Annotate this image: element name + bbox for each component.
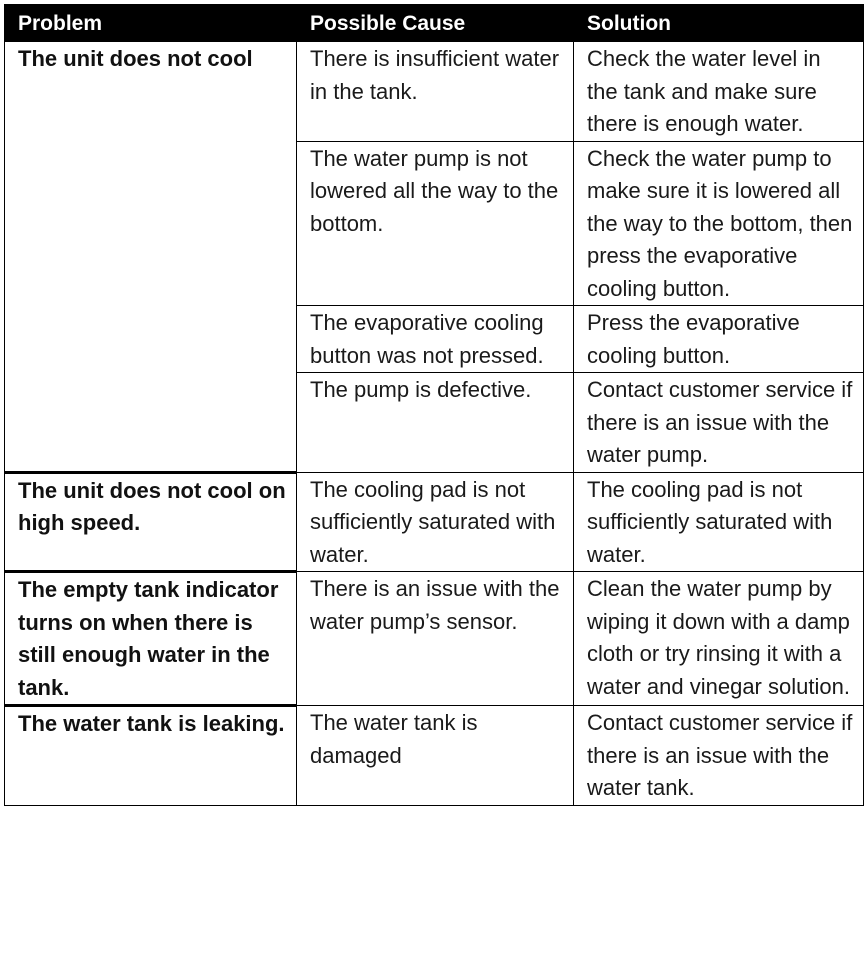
header-row — [5, 5, 864, 42]
table-row — [5, 472, 864, 572]
problem-cell: The unit does not cool — [5, 42, 297, 473]
problem-cell: The unit does not cool on high speed. — [5, 472, 297, 572]
header-possible-cause: Possible Cause — [297, 5, 574, 42]
cause-cell: The water tank is damaged — [297, 706, 574, 806]
header-solution: Solution — [574, 5, 864, 42]
problem-cell: The empty tank indicator turns on when there is still enough water in the tank. — [5, 572, 297, 706]
cause-cell: There is insufficient water in the tank. — [297, 42, 574, 142]
solution-cell: Check the water pump to make sure it is lowered all the way to the bottom, then press the evaporative cooling button. — [574, 141, 864, 306]
solution-cell: Press the evaporative cooling button. — [574, 306, 864, 373]
solution-cell: Contact customer service if there is an issue with the water pump. — [574, 373, 864, 473]
cause-cell: There is an issue with the water pump’s sensor. — [297, 572, 574, 706]
solution-cell: Clean the water pump by wiping it down with a damp cloth or try rinsing it with a water and vinegar solution. — [574, 572, 864, 706]
cause-cell: The evaporative cooling button was not pressed. — [297, 306, 574, 373]
table-row — [5, 42, 864, 142]
table-row — [5, 706, 864, 806]
problem-cell: The water tank is leaking. — [5, 706, 297, 806]
solution-cell: Check the water level in the tank and make sure there is enough water. — [574, 42, 864, 142]
troubleshooting-table — [4, 4, 864, 806]
header-problem: Problem — [5, 5, 297, 42]
solution-cell: Contact customer service if there is an issue with the water tank. — [574, 706, 864, 806]
cause-cell: The water pump is not lowered all the way to the bottom. — [297, 141, 574, 306]
table-row — [5, 572, 864, 706]
troubleshooting-table-wrapper — [4, 4, 863, 974]
cause-cell: The pump is defective. — [297, 373, 574, 473]
cause-cell: The cooling pad is not sufficiently saturated with water. — [297, 472, 574, 572]
solution-cell: The cooling pad is not sufficiently saturated with water. — [574, 472, 864, 572]
